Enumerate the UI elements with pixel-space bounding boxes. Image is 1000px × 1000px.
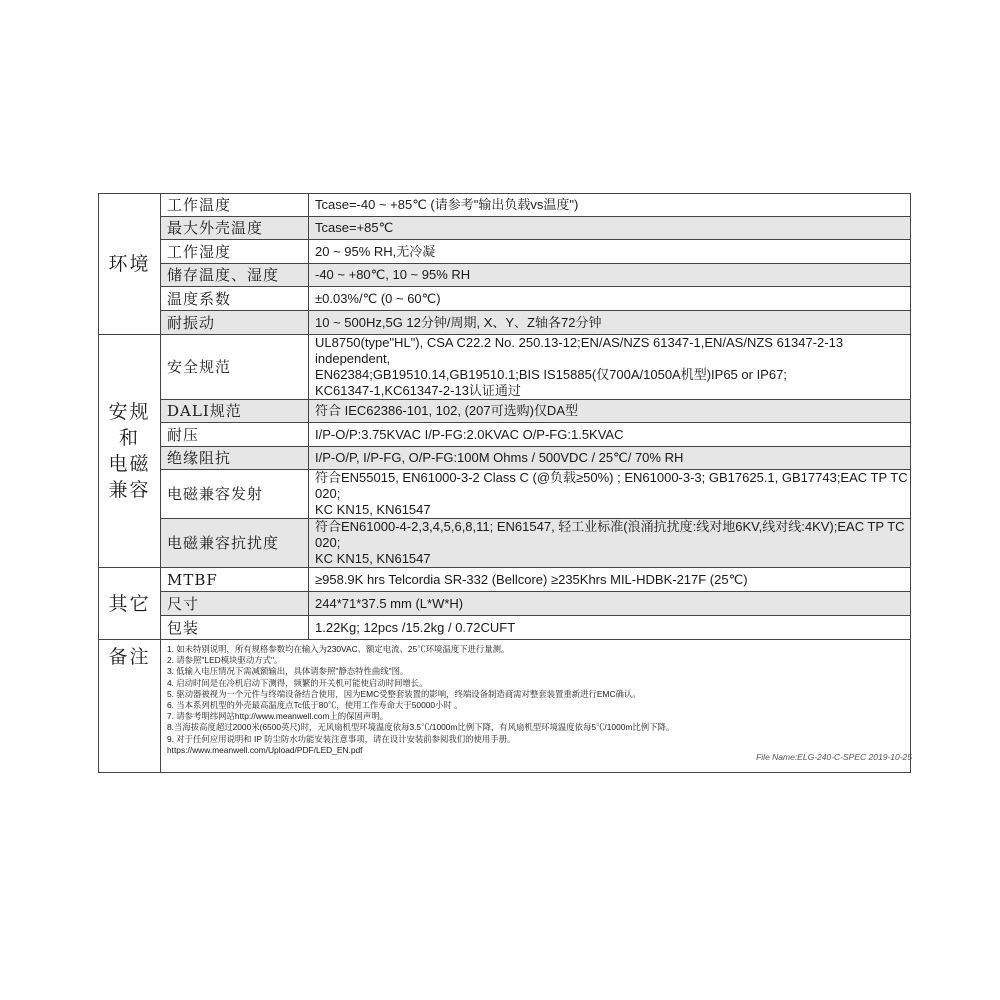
- item-label: 耐压: [161, 423, 309, 447]
- note-item: 1. 如未特别说明，所有规格参数均在输入为230VAC、额定电流、25℃环境温度下进行量测。: [167, 644, 510, 654]
- value-line: EN62384;GB19510.14,GB19510.1;BIS IS15885(仅700A/1050A机型)IP65 or IP67;: [315, 367, 787, 382]
- table-row: [99, 568, 911, 592]
- note-item: 8.当海拔高度超过2000米(6500英尺)时，无风扇机型环境温度依每3.5℃/1000m比例下降，有风扇机型环境温度依每5℃/1000m比例下降。: [167, 722, 675, 733]
- table-row: [99, 423, 911, 447]
- note-item: 3. 低输入电压情况下需减额输出，具体请参照"静态特性曲线"图。: [167, 666, 409, 677]
- item-value: -40 ~ +80℃, 10 ~ 95% RH: [309, 264, 911, 287]
- value-line: UL8750(type"HL"), CSA C22.2 No. 250.13-12;EN/AS/NZS 61347-1,EN/AS/NZS 61347-2-13 independent,: [315, 335, 844, 366]
- note-item: https://www.meanwell.com/Upload/PDF/LED_EN.pdf: [167, 744, 363, 755]
- table-row: [99, 519, 911, 568]
- note-item: 9. 对于任何应用说明和 IP 防尘防水功能安装注意事项，请在设计安装前参阅我们的使用手册。: [167, 733, 516, 744]
- item-label: 工作温度: [161, 194, 309, 217]
- table-row: [99, 287, 911, 311]
- note-item: 7. 请参考明纬网站http://www.meanwell.com上的保固声明。: [167, 711, 389, 722]
- table-row: [99, 335, 911, 400]
- item-label: 温度系数: [161, 287, 309, 311]
- item-label: DALI规范: [161, 400, 309, 423]
- table-row: [99, 400, 911, 423]
- spec-table: [98, 193, 911, 773]
- item-value: 1.22Kg; 12pcs /15.2kg / 0.72CUFT: [309, 616, 911, 640]
- item-label: 安全规范: [161, 335, 309, 400]
- item-value: Tcase=+85℃: [309, 217, 911, 240]
- table-row: [99, 194, 911, 217]
- category-line: 和: [118, 427, 140, 449]
- note-item: 4. 启动时间是在冷机启动下测得，频繁的开关机可能使启动时间增长。: [167, 677, 428, 688]
- item-label: 绝缘阻抗: [161, 447, 309, 470]
- item-value: [309, 519, 911, 568]
- item-label: 最大外壳温度: [161, 217, 309, 240]
- item-value: [309, 335, 911, 400]
- item-value: ±0.03%/℃ (0 ~ 60℃): [309, 287, 911, 311]
- table-row: [99, 447, 911, 470]
- item-label: 尺寸: [161, 592, 309, 616]
- value-line: 符合EN55015, EN61000-3-2 Class C (@负载≥50%) ; EN61000-3-3; GB17625.1, GB17743;EAC TP TC 020;: [315, 470, 908, 501]
- category-environment: 环境: [99, 194, 161, 335]
- table-row: [99, 311, 911, 335]
- category-notes: 备注: [99, 640, 161, 773]
- item-value: 符合 IEC62386-101, 102, (207可选购)仅DA型: [309, 400, 911, 423]
- category-other: 其它: [99, 568, 161, 640]
- category-safety-emc: [99, 335, 161, 568]
- value-line: KC KN15, KN61547: [315, 502, 431, 517]
- table-row: [99, 592, 911, 616]
- category-line: 安规: [108, 401, 151, 423]
- item-label: 包装: [161, 616, 309, 640]
- item-label: MTBF: [161, 568, 309, 592]
- item-value: [309, 470, 911, 519]
- note-item: 2. 请参照"LED模块驱动方式"。: [167, 655, 283, 666]
- value-line: 符合EN61000-4-2,3,4,5,6,8,11; EN61547, 轻工业标准(浪涌抗扰度:线对地6KV,线对线:4KV);EAC TP TC 020;: [315, 519, 905, 550]
- item-value: Tcase=-40 ~ +85℃ (请参考"输出负载vs温度"): [309, 194, 911, 217]
- value-line: KC KN15, KN61547: [315, 551, 431, 566]
- item-label: 工作湿度: [161, 240, 309, 264]
- file-name-footer: File Name:ELG-240-C-SPEC 2019-10-25: [756, 752, 912, 762]
- item-value: 20 ~ 95% RH,无冷凝: [309, 240, 911, 264]
- table-row: [99, 217, 911, 240]
- category-line: 电磁: [108, 453, 151, 475]
- item-value: ≥958.9K hrs Telcordia SR-332 (Bellcore) ≥235Khrs MIL-HDBK-217F (25℃): [309, 568, 911, 592]
- table-row: [99, 470, 911, 519]
- note-item: 6. 当本系列机型的外壳最高温度点Tc低于80℃，使用工作寿命大于50000小时 。: [167, 700, 463, 711]
- category-line: 兼容: [108, 479, 151, 501]
- note-item: 5. 驱动器被视为一个元件与终端设备结合使用，因为EMC受整套装置的影响，终端设备制造商需对整套装置重新进行EMC确认。: [167, 688, 641, 699]
- table-row: [99, 264, 911, 287]
- item-value: 244*71*37.5 mm (L*W*H): [309, 592, 911, 616]
- item-value: I/P-O/P, I/P-FG, O/P-FG:100M Ohms / 500VDC / 25℃/ 70% RH: [309, 447, 911, 470]
- item-value: 10 ~ 500Hz,5G 12分钟/周期, X、Y、Z轴各72分钟: [309, 311, 911, 335]
- item-label: 电磁兼容抗扰度: [161, 519, 309, 568]
- table-row: [99, 616, 911, 640]
- value-line: KC61347-1,KC61347-2-13认证通过: [315, 383, 521, 398]
- item-label: 电磁兼容发射: [161, 470, 309, 519]
- table-row: [99, 240, 911, 264]
- item-label: 储存温度、湿度: [161, 264, 309, 287]
- item-label: 耐振动: [161, 311, 309, 335]
- item-value: I/P-O/P:3.75KVAC I/P-FG:2.0KVAC O/P-FG:1.5KVAC: [309, 423, 911, 447]
